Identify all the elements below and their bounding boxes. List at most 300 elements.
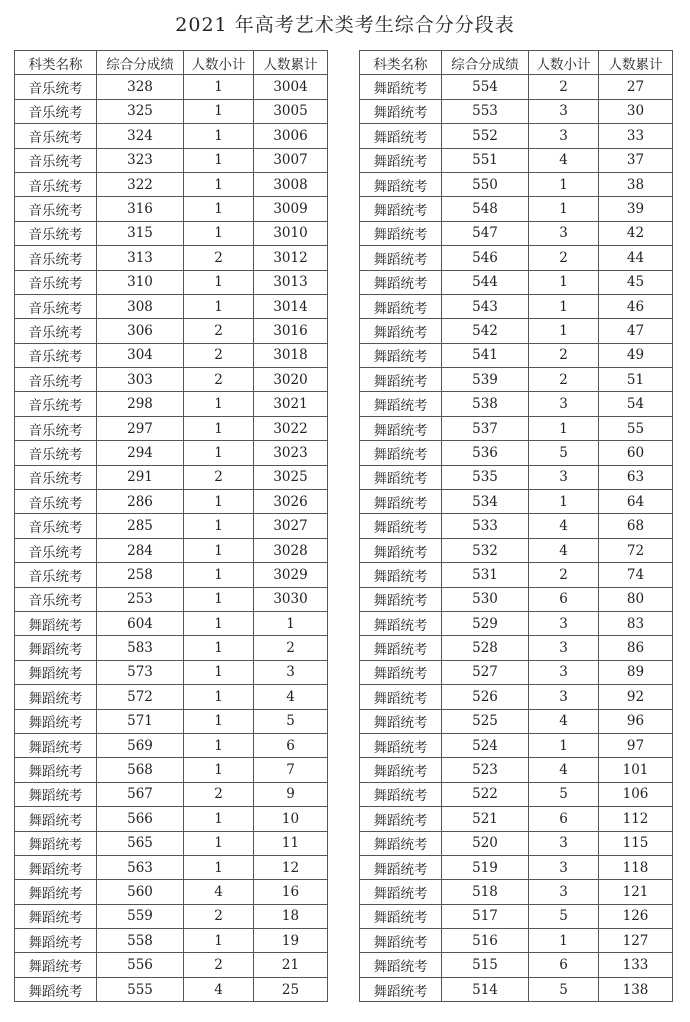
cell-cumulative: 27 [599,75,673,99]
table-row [360,611,673,635]
cell-cumulative: 3 [254,660,328,684]
table-row [360,660,673,684]
page-title: 2021 年高考艺术类考生综合分分段表 [175,14,515,36]
cell-subject: 舞蹈统考 [360,977,442,1001]
cell-subject: 音乐统考 [15,148,97,172]
cell-cumulative: 46 [599,294,673,318]
table-header-row [15,51,328,75]
cell-count: 2 [529,368,599,392]
cell-score: 567 [97,782,184,806]
table-row [15,197,328,221]
cell-count: 2 [184,782,254,806]
cell-count: 1 [184,758,254,782]
cell-count: 6 [529,953,599,977]
cell-subject: 舞蹈统考 [360,172,442,196]
cell-cumulative: 3028 [254,538,328,562]
table-row [15,563,328,587]
cell-subject: 音乐统考 [15,441,97,465]
cell-score: 303 [97,368,184,392]
cell-score: 525 [442,709,529,733]
cell-cumulative: 74 [599,563,673,587]
cell-score: 284 [97,538,184,562]
table-row [360,733,673,757]
cell-subject: 舞蹈统考 [360,807,442,831]
table-row [360,75,673,99]
table-row [15,343,328,367]
cell-subject: 舞蹈统考 [15,880,97,904]
table-row [15,124,328,148]
cell-subject: 舞蹈统考 [360,685,442,709]
cell-subject: 舞蹈统考 [15,758,97,782]
cell-score: 547 [442,221,529,245]
cell-cumulative: 106 [599,782,673,806]
cell-subject: 音乐统考 [15,99,97,123]
cell-count: 1 [529,416,599,440]
cell-cumulative: 3009 [254,197,328,221]
cell-score: 521 [442,807,529,831]
cell-cumulative: 11 [254,831,328,855]
cell-subject: 舞蹈统考 [15,685,97,709]
cell-score: 553 [442,99,529,123]
cell-cumulative: 1 [254,611,328,635]
cell-count: 1 [184,831,254,855]
cell-count: 6 [529,807,599,831]
cell-score: 563 [97,855,184,879]
table-row [15,904,328,928]
cell-count: 4 [529,514,599,538]
cell-cumulative: 3008 [254,172,328,196]
table-row [15,807,328,831]
table-row [15,319,328,343]
cell-score: 569 [97,733,184,757]
table-row [360,929,673,953]
score-table-right [359,50,673,1002]
cell-subject: 舞蹈统考 [360,660,442,684]
cell-count: 2 [529,246,599,270]
cell-score: 516 [442,929,529,953]
cell-cumulative: 3027 [254,514,328,538]
score-table-left [14,50,328,1002]
cell-count: 1 [184,929,254,953]
cell-subject: 舞蹈统考 [15,709,97,733]
cell-score: 514 [442,977,529,1001]
cell-cumulative: 39 [599,197,673,221]
table-body-left [15,75,328,1002]
cell-count: 1 [184,99,254,123]
cell-subject: 舞蹈统考 [360,563,442,587]
cell-score: 313 [97,246,184,270]
cell-count: 4 [529,538,599,562]
cell-subject: 舞蹈统考 [15,611,97,635]
cell-score: 551 [442,148,529,172]
cell-score: 308 [97,294,184,318]
cell-count: 5 [529,904,599,928]
cell-subject: 舞蹈统考 [360,124,442,148]
cell-count: 1 [184,538,254,562]
cell-subject: 舞蹈统考 [360,148,442,172]
cell-count: 1 [184,514,254,538]
table-row [360,148,673,172]
table-row [360,221,673,245]
cell-count: 1 [529,733,599,757]
cell-count: 4 [184,880,254,904]
table-row [15,392,328,416]
cell-cumulative: 138 [599,977,673,1001]
table-row [15,587,328,611]
cell-count: 2 [184,368,254,392]
cell-score: 555 [97,977,184,1001]
cell-score: 537 [442,416,529,440]
cell-count: 1 [184,221,254,245]
cell-count: 1 [529,929,599,953]
table-row [360,538,673,562]
cell-score: 323 [97,148,184,172]
table-row [360,977,673,1001]
table-row [15,270,328,294]
cell-count: 6 [529,587,599,611]
cell-count: 2 [184,904,254,928]
cell-subject: 音乐统考 [15,124,97,148]
table-row [15,148,328,172]
table-row [15,636,328,660]
cell-subject: 舞蹈统考 [360,880,442,904]
cell-score: 552 [442,124,529,148]
cell-subject: 音乐统考 [15,392,97,416]
cell-count: 1 [184,855,254,879]
cell-subject: 舞蹈统考 [360,709,442,733]
cell-count: 2 [184,465,254,489]
table-header-row [360,51,673,75]
cell-cumulative: 112 [599,807,673,831]
cell-score: 539 [442,368,529,392]
cell-count: 3 [529,831,599,855]
cell-cumulative: 115 [599,831,673,855]
cell-count: 1 [184,172,254,196]
cell-subject: 舞蹈统考 [360,904,442,928]
table-row [15,855,328,879]
table-row [15,490,328,514]
table-row [360,197,673,221]
cell-cumulative: 3030 [254,587,328,611]
header-cumulative: 人数累计 [599,51,673,75]
cell-cumulative: 121 [599,880,673,904]
cell-count: 5 [529,441,599,465]
cell-cumulative: 3014 [254,294,328,318]
cell-score: 583 [97,636,184,660]
cell-subject: 舞蹈统考 [360,197,442,221]
cell-cumulative: 3005 [254,99,328,123]
cell-subject: 舞蹈统考 [360,319,442,343]
cell-score: 556 [97,953,184,977]
cell-subject: 舞蹈统考 [360,294,442,318]
cell-subject: 舞蹈统考 [15,636,97,660]
table-row [15,294,328,318]
cell-count: 1 [184,270,254,294]
cell-score: 572 [97,685,184,709]
table-row [15,538,328,562]
cell-score: 515 [442,953,529,977]
cell-subject: 舞蹈统考 [360,538,442,562]
cell-subject: 音乐统考 [15,319,97,343]
cell-cumulative: 7 [254,758,328,782]
table-row [360,758,673,782]
cell-subject: 舞蹈统考 [360,441,442,465]
cell-cumulative: 80 [599,587,673,611]
cell-subject: 舞蹈统考 [360,587,442,611]
cell-score: 528 [442,636,529,660]
cell-count: 3 [529,880,599,904]
cell-cumulative: 96 [599,709,673,733]
cell-count: 4 [184,977,254,1001]
cell-score: 558 [97,929,184,953]
cell-score: 297 [97,416,184,440]
cell-cumulative: 44 [599,246,673,270]
cell-subject: 舞蹈统考 [360,953,442,977]
cell-count: 2 [529,343,599,367]
cell-subject: 音乐统考 [15,221,97,245]
table-row [15,416,328,440]
cell-count: 2 [184,246,254,270]
cell-score: 298 [97,392,184,416]
cell-cumulative: 10 [254,807,328,831]
cell-count: 1 [184,75,254,99]
table-row [360,709,673,733]
cell-subject: 音乐统考 [15,197,97,221]
cell-subject: 音乐统考 [15,172,97,196]
table-row [15,221,328,245]
table-row [360,392,673,416]
cell-cumulative: 42 [599,221,673,245]
cell-score: 550 [442,172,529,196]
cell-cumulative: 3020 [254,368,328,392]
cell-count: 1 [529,270,599,294]
cell-score: 315 [97,221,184,245]
cell-cumulative: 3004 [254,75,328,99]
cell-cumulative: 86 [599,636,673,660]
cell-cumulative: 126 [599,904,673,928]
cell-score: 533 [442,514,529,538]
table-body-right [360,75,673,1002]
table-row [360,587,673,611]
cell-cumulative: 97 [599,733,673,757]
table-row [15,441,328,465]
cell-subject: 音乐统考 [15,294,97,318]
cell-cumulative: 38 [599,172,673,196]
cell-count: 3 [529,636,599,660]
cell-cumulative: 3023 [254,441,328,465]
cell-count: 3 [529,124,599,148]
table-row [15,782,328,806]
cell-score: 543 [442,294,529,318]
cell-cumulative: 3007 [254,148,328,172]
cell-cumulative: 30 [599,99,673,123]
cell-subject: 舞蹈统考 [15,904,97,928]
cell-subject: 舞蹈统考 [360,221,442,245]
table-row [360,807,673,831]
table-row [360,294,673,318]
cell-count: 1 [184,807,254,831]
cell-subject: 舞蹈统考 [360,855,442,879]
table-row [15,758,328,782]
cell-cumulative: 133 [599,953,673,977]
cell-count: 1 [529,319,599,343]
cell-count: 3 [529,855,599,879]
table-row [360,563,673,587]
cell-cumulative: 33 [599,124,673,148]
cell-subject: 舞蹈统考 [15,807,97,831]
cell-score: 542 [442,319,529,343]
cell-subject: 舞蹈统考 [360,636,442,660]
cell-cumulative: 118 [599,855,673,879]
cell-score: 566 [97,807,184,831]
cell-cumulative: 9 [254,782,328,806]
cell-cumulative: 3026 [254,490,328,514]
cell-score: 573 [97,660,184,684]
cell-count: 1 [529,490,599,514]
cell-score: 554 [442,75,529,99]
table-row [15,611,328,635]
cell-subject: 舞蹈统考 [360,758,442,782]
cell-score: 565 [97,831,184,855]
cell-score: 534 [442,490,529,514]
cell-score: 532 [442,538,529,562]
cell-cumulative: 37 [599,148,673,172]
cell-count: 4 [529,758,599,782]
cell-cumulative: 49 [599,343,673,367]
cell-count: 2 [184,343,254,367]
cell-score: 568 [97,758,184,782]
cell-count: 3 [529,99,599,123]
cell-subject: 音乐统考 [15,490,97,514]
cell-score: 322 [97,172,184,196]
cell-subject: 舞蹈统考 [360,929,442,953]
table-row [15,977,328,1001]
cell-subject: 舞蹈统考 [15,831,97,855]
cell-subject: 舞蹈统考 [360,831,442,855]
cell-score: 285 [97,514,184,538]
table-row [360,319,673,343]
cell-count: 3 [529,611,599,635]
cell-subject: 音乐统考 [15,514,97,538]
cell-score: 536 [442,441,529,465]
cell-count: 3 [529,465,599,489]
table-row [360,904,673,928]
cell-cumulative: 3029 [254,563,328,587]
cell-count: 1 [184,416,254,440]
cell-cumulative: 45 [599,270,673,294]
cell-count: 5 [529,782,599,806]
cell-subject: 音乐统考 [15,587,97,611]
cell-cumulative: 72 [599,538,673,562]
cell-subject: 音乐统考 [15,368,97,392]
cell-score: 324 [97,124,184,148]
cell-score: 535 [442,465,529,489]
cell-score: 258 [97,563,184,587]
cell-cumulative: 54 [599,392,673,416]
cell-cumulative: 60 [599,441,673,465]
cell-cumulative: 68 [599,514,673,538]
cell-count: 1 [184,685,254,709]
cell-count: 1 [184,563,254,587]
header-count: 人数小计 [529,51,599,75]
cell-score: 522 [442,782,529,806]
cell-score: 291 [97,465,184,489]
cell-subject: 舞蹈统考 [360,733,442,757]
cell-subject: 音乐统考 [15,270,97,294]
cell-cumulative: 16 [254,880,328,904]
cell-subject: 舞蹈统考 [360,782,442,806]
table-row [360,124,673,148]
cell-cumulative: 64 [599,490,673,514]
cell-cumulative: 3012 [254,246,328,270]
cell-subject: 音乐统考 [15,75,97,99]
cell-count: 1 [184,490,254,514]
cell-cumulative: 55 [599,416,673,440]
table-row [360,880,673,904]
table-row [15,831,328,855]
cell-score: 306 [97,319,184,343]
table-row [15,75,328,99]
table-row [15,733,328,757]
table-row [360,855,673,879]
table-row [360,514,673,538]
table-row [360,99,673,123]
cell-subject: 舞蹈统考 [15,733,97,757]
cell-cumulative: 5 [254,709,328,733]
table-row [15,172,328,196]
cell-count: 2 [529,75,599,99]
cell-subject: 舞蹈统考 [15,929,97,953]
cell-cumulative: 3022 [254,416,328,440]
cell-score: 294 [97,441,184,465]
cell-score: 316 [97,197,184,221]
cell-cumulative: 3006 [254,124,328,148]
cell-cumulative: 127 [599,929,673,953]
table-row [360,441,673,465]
cell-count: 1 [184,660,254,684]
cell-cumulative: 63 [599,465,673,489]
cell-cumulative: 51 [599,368,673,392]
cell-score: 571 [97,709,184,733]
cell-cumulative: 89 [599,660,673,684]
table-row [15,880,328,904]
cell-subject: 音乐统考 [15,563,97,587]
cell-cumulative: 6 [254,733,328,757]
header-score: 综合分成绩 [442,51,529,75]
table-row [15,660,328,684]
cell-subject: 舞蹈统考 [360,246,442,270]
table-row [15,99,328,123]
table-row [15,246,328,270]
cell-cumulative: 47 [599,319,673,343]
cell-score: 325 [97,99,184,123]
cell-subject: 舞蹈统考 [360,465,442,489]
cell-score: 541 [442,343,529,367]
cell-count: 2 [184,953,254,977]
header-cumulative: 人数累计 [254,51,328,75]
cell-count: 1 [529,172,599,196]
cell-score: 304 [97,343,184,367]
cell-cumulative: 12 [254,855,328,879]
cell-score: 530 [442,587,529,611]
cell-subject: 舞蹈统考 [360,416,442,440]
cell-score: 559 [97,904,184,928]
cell-score: 523 [442,758,529,782]
cell-score: 519 [442,855,529,879]
cell-count: 1 [184,709,254,733]
cell-score: 604 [97,611,184,635]
table-row [15,465,328,489]
